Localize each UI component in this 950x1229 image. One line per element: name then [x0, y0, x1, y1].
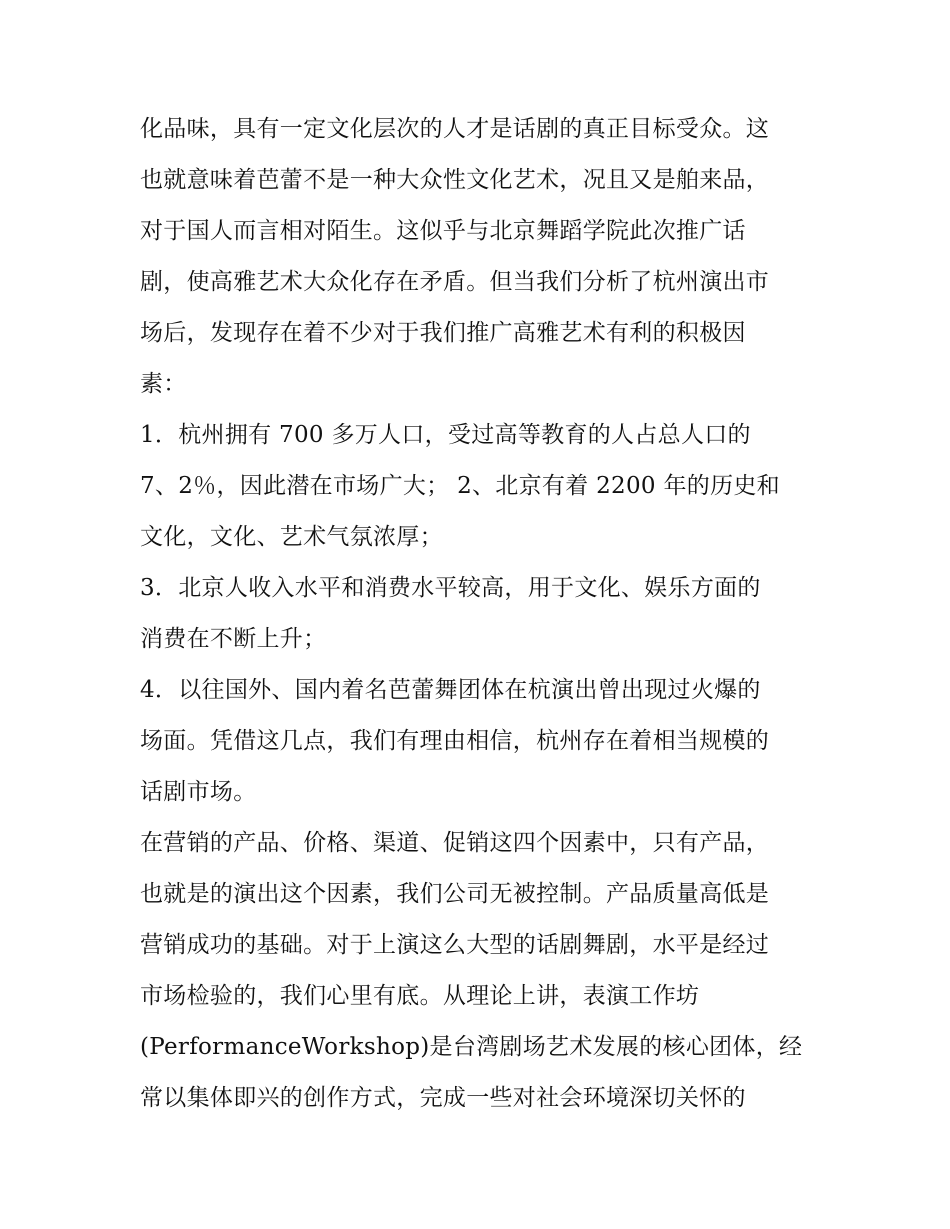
text-line: 消费在不断上升；: [140, 626, 327, 652]
text-line: 剧，使高雅艺术大众化存在矛盾。但当我们分析了杭州演出市: [140, 269, 770, 295]
text-line: 场后，发现存在着不少对于我们推广高雅艺术有利的积极因: [140, 320, 746, 346]
text-line: 市场检验的，我们心里有底。从理论上讲，表演工作坊: [140, 983, 700, 1009]
text-line: 文化，文化、艺术气氛浓厚；: [140, 524, 443, 550]
body-text: [140, 104, 820, 1124]
list-item-1: 1．杭州拥有 700 多万人口，受过高等教育的人占总人口的: [140, 422, 751, 448]
text-line: 对于国人而言相对陌生。这似乎与北京舞蹈学院此次推广话: [140, 218, 746, 244]
text-line: 7、2％，因此潜在市场广大； 2、北京有着 2200 年的历史和: [140, 473, 780, 499]
text-line: 素：: [140, 371, 187, 397]
text-line: 营销成功的基础。对于上演这么大型的话剧舞剧，水平是经过: [140, 932, 770, 958]
text-line: 化品味，具有一定文化层次的人才是话剧的真正目标受众。这: [140, 116, 770, 142]
text-line: 也就是的演出这个因素，我们公司无被控制。产品质量高低是: [140, 881, 770, 907]
text-line: 也就意味着芭蕾不是一种大众性文化艺术，况且又是舶来品，: [140, 167, 770, 193]
text-line: 在营销的产品、价格、渠道、促销这四个因素中，只有产品，: [140, 830, 770, 856]
text-line: 场面。凭借这几点，我们有理由相信，杭州存在着相当规模的: [140, 728, 770, 754]
text-line: 常以集体即兴的创作方式，完成一些对社会环境深切关怀的: [140, 1085, 746, 1111]
text-line: (PerformanceWorkshop)是台湾剧场艺术发展的核心团体，经: [140, 1034, 803, 1060]
list-item-4: 4．以往国外、国内着名芭蕾舞团体在杭演出曾出现过火爆的: [140, 677, 761, 703]
text-line: 话剧市场。: [140, 779, 257, 805]
list-item-3: 3．北京人收入水平和消费水平较高，用于文化、娱乐方面的: [140, 575, 761, 601]
